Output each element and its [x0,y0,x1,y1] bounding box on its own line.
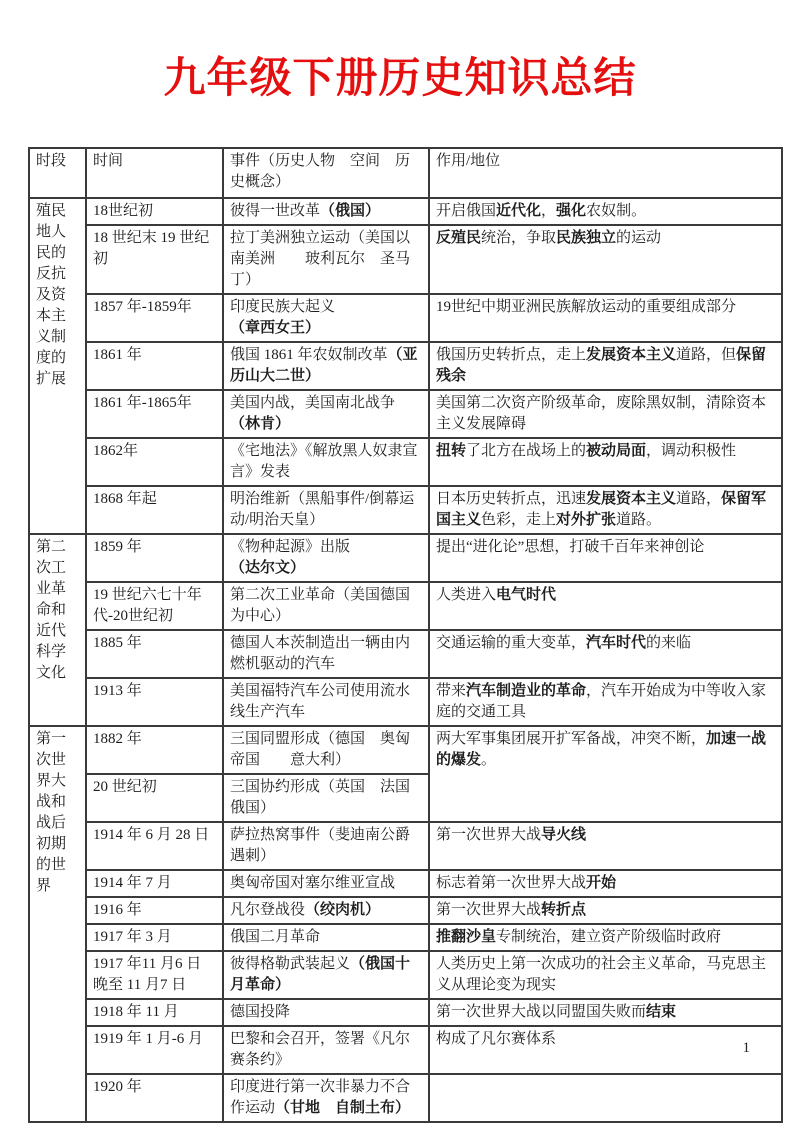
time-cell: 1857 年-1859年 [86,294,223,342]
table-row [29,1074,782,1122]
time-cell: 1862年 [86,438,223,486]
table-row [29,342,782,390]
history-summary-table [28,147,783,1123]
table-row [29,678,782,726]
event-cell: 奥匈帝国对塞尔维亚宣战 [223,870,429,897]
event-cell: 萨拉热窝事件（斐迪南公爵遇刺） [223,822,429,870]
effect-cell: 带来汽车制造业的革命，汽车开始成为中等收入家庭的交通工具 [429,678,782,726]
effect-cell: 扭转了北方在战场上的被动局面，调动积极性 [429,438,782,486]
col-header-period: 时段 [29,148,86,198]
header-row [29,148,782,198]
col-header-event: 事件（历史人物 空间 历史概念） [223,148,429,198]
event-cell: 明治维新（黑船事件/倒幕运动/明治天皇） [223,486,429,534]
table-row [29,582,782,630]
table-row [29,438,782,486]
table-row [29,294,782,342]
effect-cell: 反殖民统治，争取民族独立的运动 [429,225,782,294]
page-number: 1 [742,1040,750,1056]
time-cell: 1919 年 1 月-6 月 [86,1026,223,1074]
effect-cell [429,1074,782,1122]
event-cell: 彼得格勒武装起义（俄国十月革命） [223,951,429,999]
time-cell: 1917 年 3 月 [86,924,223,951]
table-row [29,1026,782,1074]
effect-cell: 标志着第一次世界大战开始 [429,870,782,897]
effect-cell: 第一次世界大战导火线 [429,822,782,870]
section-label-cell: 殖民地人民的反抗及资本主义制度的扩展 [29,198,86,534]
table-row [29,999,782,1026]
time-cell: 1914 年 7 月 [86,870,223,897]
time-cell: 1882 年 [86,726,223,774]
table-row [29,897,782,924]
event-cell: 德国投降 [223,999,429,1026]
event-cell: 三国协约形成（英国 法国俄国） [223,774,429,822]
event-cell: 《物种起源》出版（达尔文） [223,534,429,582]
table-row [29,726,782,774]
time-cell: 18世纪初 [86,198,223,225]
col-header-time: 时间 [86,148,223,198]
table-row [29,534,782,582]
effect-cell: 日本历史转折点，迅速发展资本主义道路，保留军国主义色彩，走上对外扩张道路。 [429,486,782,534]
table-row [29,822,782,870]
time-cell: 18 世纪末 19 世纪初 [86,225,223,294]
table-row [29,390,782,438]
effect-cell: 第一次世界大战转折点 [429,897,782,924]
event-cell: 第二次工业革命（美国德国为中心） [223,582,429,630]
table-row [29,225,782,294]
time-cell: 1861 年-1865年 [86,390,223,438]
effect-cell: 人类历史上第一次成功的社会主义革命，马克思主义从理论变为现实 [429,951,782,999]
effect-cell: 俄国历史转折点，走上发展资本主义道路，但保留残余 [429,342,782,390]
event-cell: 彼得一世改革（俄国） [223,198,429,225]
effect-cell: 交通运输的重大变革，汽车时代的来临 [429,630,782,678]
section-label-cell: 第一次世界大战和战后初期的世界 [29,726,86,1122]
effect-cell: 构成了凡尔赛体系 [429,1026,782,1074]
time-cell: 1917 年11 月6 日晚至 11 月7 日 [86,951,223,999]
event-cell: 美国福特汽车公司使用流水线生产汽车 [223,678,429,726]
effect-cell: 19世纪中期亚洲民族解放运动的重要组成部分 [429,294,782,342]
effect-cell: 推翻沙皇专制统治，建立资产阶级临时政府 [429,924,782,951]
event-cell: 凡尔登战役（绞肉机） [223,897,429,924]
time-cell: 19 世纪六七十年代-20世纪初 [86,582,223,630]
time-cell: 20 世纪初 [86,774,223,822]
effect-cell: 两大军事集团展开扩军备战，冲突不断，加速一战的爆发。 [429,726,782,822]
table-row [29,198,782,225]
time-cell: 1916 年 [86,897,223,924]
table-row [29,924,782,951]
event-cell: 印度民族大起义（章西女王） [223,294,429,342]
effect-cell: 人类进入电气时代 [429,582,782,630]
event-cell: 俄国二月革命 [223,924,429,951]
effect-cell: 开启俄国近代化，强化农奴制。 [429,198,782,225]
table-row [29,951,782,999]
effect-cell: 美国第二次资产阶级革命，废除黑奴制，清除资本主义发展障碍 [429,390,782,438]
section-label-cell: 第二次工业革命和近代科学文化 [29,534,86,726]
event-cell: 德国人本茨制造出一辆由内燃机驱动的汽车 [223,630,429,678]
effect-cell: 第一次世界大战以同盟国失败而结束 [429,999,782,1026]
table-row [29,630,782,678]
event-cell: 《宅地法》《解放黑人奴隶宣言》发表 [223,438,429,486]
time-cell: 1861 年 [86,342,223,390]
event-cell: 美国内战，美国南北战争（林肯） [223,390,429,438]
event-cell: 俄国 1861 年农奴制改革（亚历山大二世） [223,342,429,390]
page-title: 九年级下册历史知识总结 [163,56,637,102]
time-cell: 1914 年 6 月 28 日 [86,822,223,870]
table-row [29,870,782,897]
time-cell: 1885 年 [86,630,223,678]
table-row [29,486,782,534]
event-cell: 三国同盟形成（德国 奥匈帝国 意大利） [223,726,429,774]
time-cell: 1918 年 11 月 [86,999,223,1026]
event-cell: 巴黎和会召开，签署《凡尔赛条约》 [223,1026,429,1074]
col-header-effect: 作用/地位 [429,148,782,198]
event-cell: 印度进行第一次非暴力不合作运动（甘地 自制土布） [223,1074,429,1122]
time-cell: 1868 年起 [86,486,223,534]
event-cell: 拉丁美洲独立运动（美国以南美洲 玻利瓦尔 圣马丁） [223,225,429,294]
time-cell: 1859 年 [86,534,223,582]
time-cell: 1920 年 [86,1074,223,1122]
effect-cell: 提出“进化论”思想，打破千百年来神创论 [429,534,782,582]
time-cell: 1913 年 [86,678,223,726]
